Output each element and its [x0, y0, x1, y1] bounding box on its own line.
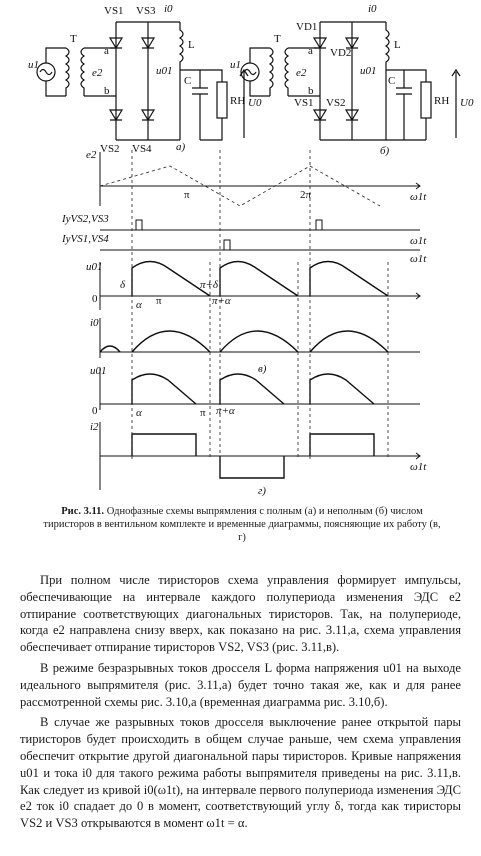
- bridge-rails: [116, 22, 180, 140]
- load-resistor-icon: [217, 82, 227, 118]
- pulse1-train: [100, 220, 420, 230]
- axis-label-2: ω1t: [410, 235, 427, 247]
- paragraph-2: В режиме безразрывных токов дросселя L форма напряжения u01 на выходе идеального выпрямителя (рис. 3.11,а) будет точно такая же, как и для ранее рассмотренной схемы рис. 3.10,а (временная диаграмма рис. 3.10,б).: [20, 660, 461, 709]
- node-a-label: a: [104, 45, 109, 57]
- u01-g-axis-label: u01: [90, 365, 107, 377]
- vs2-label: VS2: [100, 143, 120, 155]
- caption-number: Рис. 3.11.: [61, 506, 105, 517]
- vs2-label: VS2: [326, 97, 346, 109]
- circuit-b: [230, 3, 474, 157]
- i0-label: i0: [164, 3, 173, 15]
- guide-lines: [132, 150, 388, 460]
- bridge-rails: [320, 22, 386, 140]
- emf-label: e2: [92, 67, 103, 79]
- timing-diagrams: [61, 149, 427, 497]
- source-label: u1: [28, 59, 39, 71]
- inductor-icon: [180, 22, 183, 140]
- u01-axis-label: u01: [86, 261, 103, 273]
- pi-alpha-label: π+α: [212, 295, 231, 307]
- i0-waveform: [100, 331, 388, 352]
- u0-label: U0: [460, 97, 474, 109]
- u01-waveform: [132, 262, 388, 297]
- axis-label-4: ω1t: [410, 461, 427, 473]
- output-arrow-icon: [452, 70, 460, 138]
- i0-axis-label: i0: [90, 317, 99, 329]
- load-label: RH: [434, 95, 450, 107]
- secondary-winding-icon: [285, 48, 288, 96]
- load-label: RH: [230, 95, 246, 107]
- source-wires: [250, 48, 270, 96]
- e2-axes: [100, 152, 420, 206]
- u01-label: u01: [360, 65, 377, 77]
- circuit-a: [28, 3, 262, 155]
- node-a-label: a: [308, 45, 313, 57]
- vs3-label: VS3: [136, 5, 156, 17]
- delta-label: δ: [120, 279, 126, 291]
- tag-a: а): [176, 141, 186, 153]
- vd2-label: VD2: [330, 47, 352, 59]
- figure-caption: [40, 505, 444, 544]
- caption-text: Однофазные схемы выпрямления с полным (а) и неполным (б) числом тиристоров в вентильном комплекте и временные диаграммы, поясняющие их работу (в, г): [43, 506, 441, 543]
- pi-label: π: [184, 189, 190, 201]
- capacitor-label: C: [388, 75, 396, 87]
- pi-delta-label: π+δ: [200, 279, 219, 291]
- transformer-label: T: [70, 33, 77, 45]
- pulse2-train: [100, 240, 420, 250]
- vd1-label: VD1: [296, 21, 318, 33]
- load-resistor-icon: [421, 82, 431, 118]
- inductor-label: L: [394, 39, 401, 51]
- vs1-label: VS1: [294, 97, 314, 109]
- secondary-winding-icon: [81, 48, 84, 96]
- alpha-label-g: α: [136, 407, 142, 419]
- tag-b: б): [380, 145, 390, 157]
- pi-label-2: π: [156, 295, 162, 307]
- node-b-label: b: [104, 85, 110, 97]
- pulse1-label: IуVS2,VS3: [62, 213, 109, 225]
- i2-axis-label: i2: [90, 421, 99, 433]
- axis-label-1: ω1t: [410, 191, 427, 203]
- vs1-label: VS1: [104, 5, 124, 17]
- emf-label: e2: [296, 67, 307, 79]
- pulse2-label: IуVS1,VS4: [62, 233, 109, 245]
- node-b-label: b: [308, 85, 314, 97]
- tag-v: в): [258, 363, 267, 375]
- two-pi-label: 2π: [300, 189, 312, 201]
- load-wires: [200, 70, 222, 140]
- inductor-label: L: [188, 39, 195, 51]
- u01-label: u01: [156, 65, 173, 77]
- u01-g-waveform: [132, 374, 374, 404]
- paragraph-1: При полном числе тиристоров схема управления формирует импульсы, обеспечивающие на интервале каждого полупериода изменения ЭДС e2 отпирание соответствующих диагональных тиристоров. Так, на полупериоде, когда e2 направлена снизу вверх, как показано на рис. 3.11,а, схема управления обеспечивает отпирание тиристоров VS2, VS3 (рис. 3.11,в).: [20, 573, 461, 655]
- i2-axes: [100, 422, 420, 490]
- axis-label-3: ω1t: [410, 253, 427, 265]
- primary-winding-icon: [270, 48, 273, 96]
- e2-axis-label: e2: [86, 149, 97, 161]
- body-text: [20, 572, 461, 836]
- primary-winding-icon: [66, 48, 69, 96]
- sine-icon: [40, 70, 52, 75]
- pi-label-g: π: [200, 407, 206, 419]
- paragraph-3: В случае же разрывных токов дросселя выключение ранее открытой пары тиристоров будет происходить в общем случае раньше, чем схема управления обеспечит открытие другой диагональной пары тиристоров. Кривые напряжения u01 и тока i0 для такого режима работы выпрямителя приведены на рис. 3.11,в. Как следует из кривой i0(ω1t), на интервале первого полупериода изменения ЭДС e2 ток i0 спадает до 0 в момент, соответствующий углу δ, тогда как тиристоры VS2 и VS3 открываются в момент ω1t = α.: [20, 715, 461, 831]
- zero-label-g: 0: [92, 405, 98, 417]
- i0-label: i0: [368, 3, 377, 15]
- u0-label: U0: [248, 97, 262, 109]
- capacitor-label: C: [184, 75, 192, 87]
- transformer-label: T: [274, 33, 281, 45]
- pi-alpha-label-g: π+α: [216, 405, 235, 417]
- source-wires: [46, 48, 66, 96]
- source-label: u1: [230, 59, 241, 71]
- tag-g: г): [258, 485, 266, 497]
- vs4-label: VS4: [132, 143, 152, 155]
- zero-label: 0: [92, 293, 98, 305]
- alpha-label: α: [136, 299, 142, 311]
